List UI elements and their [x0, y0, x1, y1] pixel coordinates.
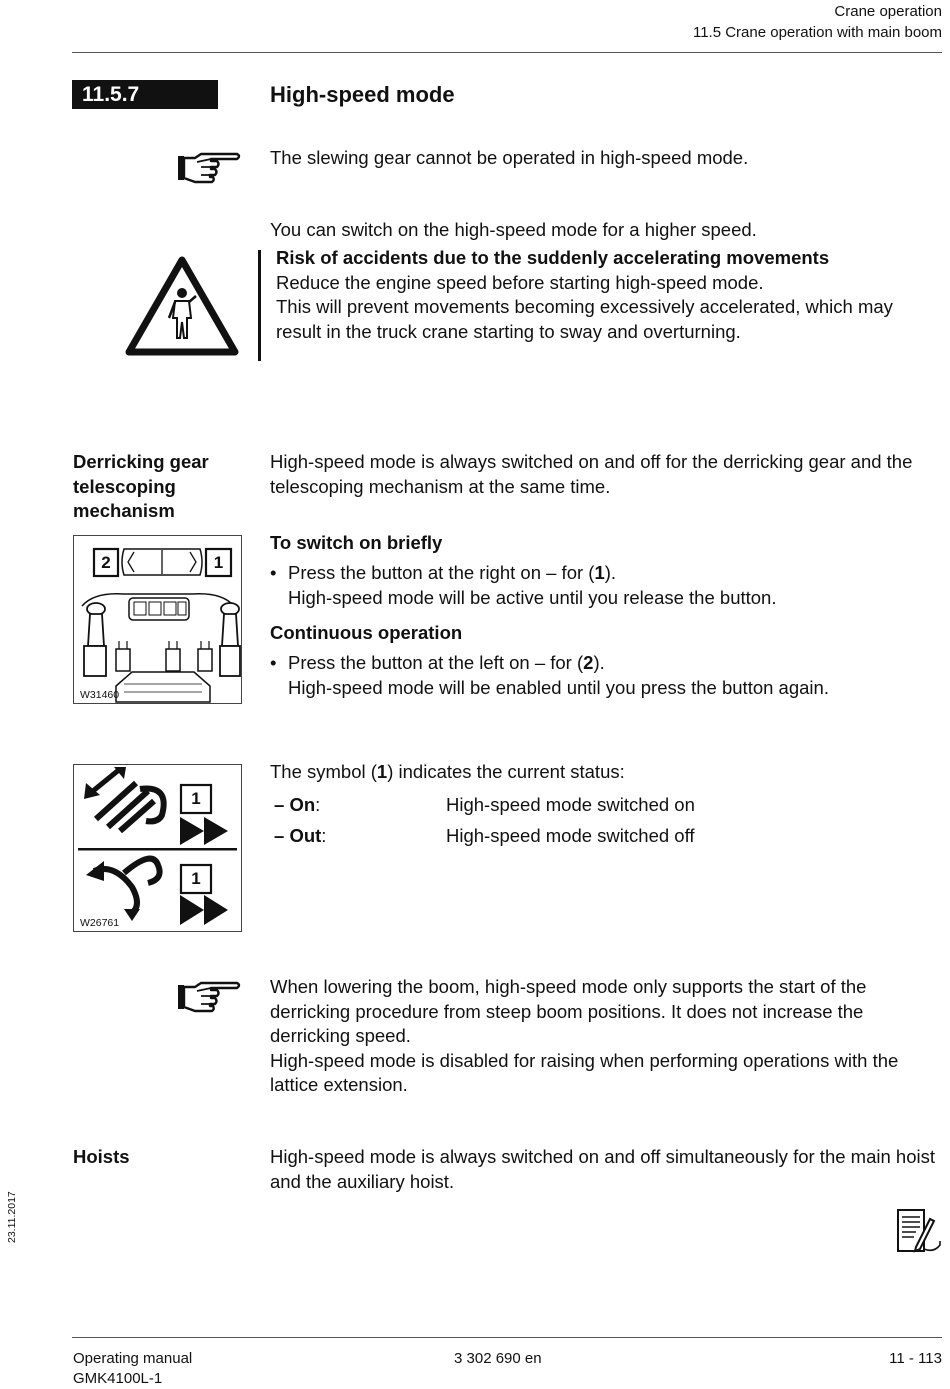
control-panel-figure — [73, 535, 242, 704]
derricking-text: High-speed mode is always switched on and off for the derricking gear and the telescoping mechanism at the same time. — [270, 451, 913, 497]
intro-text: You can switch on the high-speed mode for a higher speed. — [270, 219, 757, 240]
warning-triangle-icon — [125, 256, 239, 356]
continuous-bullet — [270, 651, 942, 700]
footer-model: GMK4100L-1 — [73, 1370, 163, 1387]
symbol-intro-num: 1 — [376, 761, 388, 782]
status-colon: : — [315, 794, 321, 815]
status-key-on: On — [289, 794, 316, 815]
status-dash: – — [274, 825, 285, 846]
symbol-intro — [270, 760, 942, 785]
figure-button-left-label: 2 — [101, 553, 111, 572]
symbol-box-bottom-label: 1 — [191, 869, 201, 888]
footer-page-number: 11 - 113 — [889, 1350, 942, 1367]
section-number-box — [72, 80, 218, 109]
status-key-out: Out — [289, 825, 322, 846]
status-value-out: High-speed mode switched off — [446, 825, 695, 846]
continuous-bullet-line2: High-speed mode will be enabled until you press the button again. — [288, 676, 829, 698]
status-row-on — [274, 793, 942, 818]
header-rule — [72, 52, 942, 53]
note-slewing-gear: The slewing gear cannot be operated in high-speed mode. — [270, 147, 749, 168]
figure-code: W31460 — [80, 689, 120, 701]
status-row-out — [274, 824, 942, 849]
status-dash: – — [274, 794, 285, 815]
footer-doc-number: 3 302 690 en — [454, 1350, 542, 1367]
status-symbol-figure — [73, 764, 242, 932]
continuous-bullet-text: Press the button at the left on – for ( — [288, 652, 584, 673]
status-list — [274, 793, 942, 849]
warning-line-1: Reduce the engine speed before starting high-speed mode. — [276, 271, 764, 293]
brief-bullet-end: ). — [604, 562, 617, 583]
status-colon: : — [321, 825, 327, 846]
continuous-heading: Continuous operation — [270, 622, 463, 643]
side-date: 23.11.2017 — [6, 1191, 18, 1243]
hoists-label: Hoists — [73, 1146, 130, 1167]
section-title: High-speed mode — [270, 82, 455, 107]
brief-bullet — [270, 561, 942, 610]
manual-document-icon — [894, 1207, 942, 1255]
note-lowering-boom — [270, 975, 942, 1098]
footer-manual: Operating manual — [73, 1350, 193, 1367]
figure-button-right-label: 1 — [213, 553, 224, 572]
section-number: 11.5.7 — [82, 83, 140, 106]
status-value-on: High-speed mode switched on — [446, 794, 695, 815]
continuous-bullet-num: 2 — [583, 652, 594, 673]
symbol-box-top-label: 1 — [191, 789, 201, 808]
pointing-hand-icon — [177, 979, 243, 1015]
pointing-hand-icon — [177, 150, 243, 186]
warning-bar — [258, 250, 261, 361]
header-chapter: Crane operation — [834, 3, 942, 20]
symbol-intro-end: ) indicates the current status: — [387, 761, 625, 782]
symbol-intro-text: The symbol ( — [270, 761, 377, 782]
brief-bullet-text: Press the button at the right on – for ( — [288, 562, 595, 583]
warning-block — [276, 246, 942, 344]
footer-left — [73, 1349, 192, 1389]
note-lowering-line-2: High-speed mode is disabled for raising when performing operations with the lattice extension. — [270, 1049, 899, 1095]
warning-line-2: This will prevent movements becoming excessively accelerated, which may result in the truck crane starting to sway and overturning. — [276, 296, 893, 342]
note-lowering-line-1: When lowering the boom, high-speed mode only supports the start of the derricking procedure from steep boom positions. It does not increase the derricking speed. — [270, 976, 867, 1046]
figure-code: W26761 — [80, 917, 120, 929]
derricking-label: Derricking gear telescoping mechanism — [73, 451, 209, 521]
bullet-dot: • — [270, 562, 277, 583]
bullet-dot: • — [270, 652, 277, 673]
brief-heading: To switch on briefly — [270, 532, 443, 553]
continuous-bullet-end: ). — [593, 652, 605, 673]
hoists-text: High-speed mode is always switched on and off simultaneously for the main hoist and the auxiliary hoist. — [270, 1146, 935, 1192]
brief-bullet-num: 1 — [594, 562, 605, 583]
footer-rule — [72, 1337, 942, 1338]
brief-bullet-line2: High-speed mode will be active until you release the button. — [288, 586, 777, 608]
header-section: 11.5 Crane operation with main boom — [692, 24, 942, 41]
warning-title: Risk of accidents due to the suddenly accelerating movements — [276, 247, 830, 268]
